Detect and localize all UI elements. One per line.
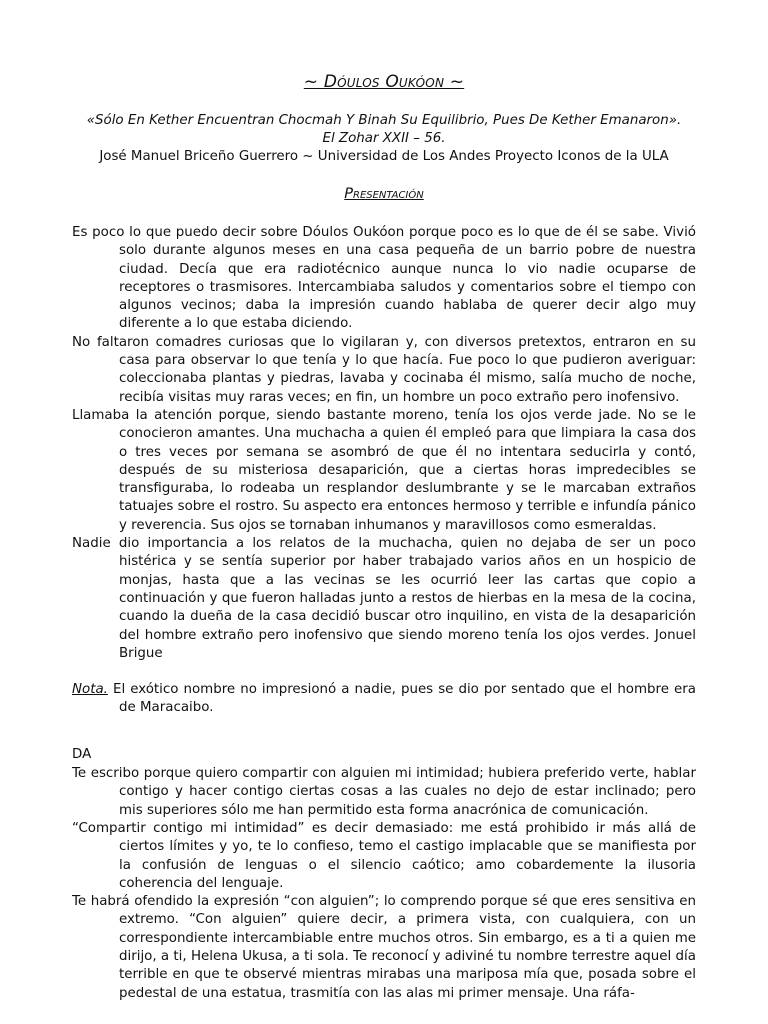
note-paragraph: [72, 681, 696, 718]
paragraph: Te habrá ofendido la expresión “con alguien”; lo comprendo porque sé que eres sensitiva en extremo. “Con alguien” quiere decir, a primera vista, con cualquiera, con un correspondiente intercambiable entre muchos otros. Sin embargo, es a ti a quien me dirijo, a ti, Helena Ukusa, a ti sola. Te reconocí y adiviné tu nombre terrestre aquel día terrible en que te observé mientras mirabas una mariposa mía que, posada sobre el pedestal de una estatua, trasmitía con las alas mi primer mensaje. Una ráfa-: [72, 894, 696, 1001]
letter-heading: DA: [72, 746, 92, 762]
paragraph-text: Nadie dio importancia a los relatos de la muchacha, quien no dejaba de ser un poco histérica y se sentía superior por haber trabajado varios años en un hospicio de monjas, hasta que a las vecinas se les ocurrió leer las cartas que copio a continuación y que fueron halladas junto a restos de hierbas en la mesa de la cocina, cuando la dueña de la casa decidió buscar otro inquilino, en vista de la desaparición del hombre extraño pero inofensivo que siendo moreno tenía los ojos verdes.: [72, 536, 696, 643]
document-title: ~ Dóulos Oukóon ~: [303, 72, 465, 92]
paragraph: Llamaba la atención porque, siendo bastante moreno, tenía los ojos verde jade. No se le conocieron amantes. Una muchacha a quien él empleó para que limpiara la casa dos o tres veces por semana se asombró de que él no intentara seducirla y contó, después de su misteriosa desaparición, que a ciertas horas impredecibles se transfiguraba, lo rodeaba un resplandor deslumbrante y se le marcaban extraños tatuajes sobre el rostro. Su aspecto era entonces hermoso y terrible e infundía pánico y reverencia. Sus ojos se tornaban inhumanos y maravillosos como esmeraldas.: [72, 407, 696, 533]
paragraph: Te escribo porque quiero compartir con alguien mi intimidad; hubiera preferido verte, hablar contigo y hacer contigo ciertas cosas a las cuales no dejo de estar inclinado; pero mis superiores sólo me han permitido esta forma anacrónica de comunicación.: [72, 766, 696, 818]
paragraph: “Compartir contigo mi intimidad” es decir demasiado: me está prohibido ir más allá de ciertos límites y yo, te lo confieso, temo el castigo implacable que se manifiesta por la confusión de lenguas o el silencio caótico; amo cobardemente la ilusoria coherencia del lenguaje.: [72, 820, 696, 891]
epigraph-source: El Zohar XXII – 56.: [322, 131, 446, 146]
spacer: [72, 663, 696, 681]
note-label: Nota.: [72, 682, 108, 698]
paragraph: No faltaron comadres curiosas que lo vigilaran y, con diversos pretextos, entraron en su casa para observar lo que tenía y lo que hacía. Fue poco lo que pudieron averiguar: coleccionaba plantas y piedras, lavaba y cocinaba él mismo, salía mucho de noche, recibía visitas muy raras veces; en fin, un hombre un poco extraño pero inofensivo.: [72, 334, 696, 405]
spacer: [72, 718, 696, 736]
note-text: El exótico nombre no impresionó a nadie, pues se dio por sentado que el hombre era de Maracaibo.: [112, 682, 696, 716]
author-credit: José Manuel Briceño Guerrero ~ Universidad de Los Andes Proyecto Iconos de la ULA: [99, 149, 669, 164]
paragraph: [72, 535, 696, 663]
paragraph: Es poco lo que puedo decir sobre Dóulos Oukóon porque poco es lo que de él se sabe. Vivió solo durante algunos meses en una casa pequeña de un barrio pobre de nuestra ciudad. Decía que era radiotécnico aunque nunca lo vio nadie ocuparse de receptores o trasmisores. Intercambiaba saludos y comentarios sobre el tiempo con algunos vecinos; daba la impresión cuando hablaba de querer decir algo muy diferente a lo que estaba diciendo.: [72, 225, 696, 332]
signature: Jonuel Brigue: [119, 627, 696, 661]
section-heading: Presentación: [344, 186, 424, 202]
epigraph-quote: «Sólo En Kether Encuentran Chocmah Y Binah Su Equilibrio, Pues De Kether Emanaron».: [86, 113, 682, 128]
